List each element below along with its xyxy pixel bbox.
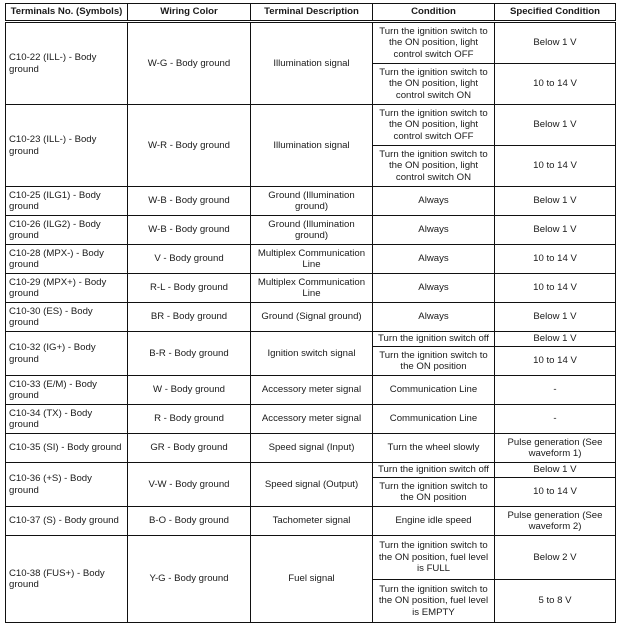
condition-cell: Turn the ignition switch to the ON position, light control switch OFF <box>373 105 495 146</box>
condition-cell: Turn the ignition switch to the ON position, light control switch ON <box>373 146 495 187</box>
wiring-color-cell: W-B - Body ground <box>128 216 251 245</box>
description-cell: Accessory meter signal <box>251 405 373 434</box>
terminal-cell: C10-25 (ILG1) - Body ground <box>6 187 128 216</box>
table-row <box>6 405 616 434</box>
wiring-color-cell: W-R - Body ground <box>128 105 251 187</box>
description-cell: Illumination signal <box>251 105 373 187</box>
condition-cell: Turn the ignition switch to the ON position <box>373 478 495 507</box>
header-row <box>6 4 616 22</box>
specified-condition-cell: Below 1 V <box>495 332 616 347</box>
wiring-color-cell: V - Body ground <box>128 245 251 274</box>
description-cell: Fuel signal <box>251 536 373 623</box>
specified-condition-cell: - <box>495 376 616 405</box>
wiring-color-cell: R-L - Body ground <box>128 274 251 303</box>
header-terminal: Terminals No. (Symbols) <box>6 4 128 22</box>
terminal-cell: C10-33 (E/M) - Body ground <box>6 376 128 405</box>
specified-condition-cell: 10 to 14 V <box>495 245 616 274</box>
description-cell: Ground (Illumination ground) <box>251 187 373 216</box>
specified-condition-cell: 10 to 14 V <box>495 274 616 303</box>
table-row <box>6 303 616 332</box>
wiring-color-cell: GR - Body ground <box>128 434 251 463</box>
terminal-cell: C10-35 (SI) - Body ground <box>6 434 128 463</box>
description-cell: Multiplex Communication Line <box>251 274 373 303</box>
description-cell: Ground (Signal ground) <box>251 303 373 332</box>
terminal-cell: C10-36 (+S) - Body ground <box>6 463 128 507</box>
description-cell: Multiplex Communication Line <box>251 245 373 274</box>
condition-cell: Always <box>373 187 495 216</box>
condition-cell: Turn the ignition switch off <box>373 332 495 347</box>
description-cell: Speed signal (Input) <box>251 434 373 463</box>
specified-condition-cell: Below 1 V <box>495 303 616 332</box>
terminal-cell: C10-38 (FUS+) - Body ground <box>6 536 128 623</box>
wiring-color-cell: BR - Body ground <box>128 303 251 332</box>
condition-cell: Always <box>373 245 495 274</box>
condition-cell: Turn the wheel slowly <box>373 434 495 463</box>
terminal-cell: C10-34 (TX) - Body ground <box>6 405 128 434</box>
condition-cell: Always <box>373 274 495 303</box>
wiring-color-cell: W-G - Body ground <box>128 22 251 105</box>
table-row <box>6 245 616 274</box>
table-row <box>6 22 616 64</box>
condition-cell: Engine idle speed <box>373 507 495 536</box>
table-row <box>6 376 616 405</box>
table-row <box>6 216 616 245</box>
specified-condition-cell: Pulse generation (See waveform 2) <box>495 507 616 536</box>
specified-condition-cell: 5 to 8 V <box>495 580 616 623</box>
condition-cell: Turn the ignition switch to the ON position, fuel level is EMPTY <box>373 580 495 623</box>
condition-cell: Communication Line <box>373 376 495 405</box>
table-row <box>6 274 616 303</box>
table-row <box>6 187 616 216</box>
wiring-color-cell: V-W - Body ground <box>128 463 251 507</box>
condition-cell: Turn the ignition switch to the ON position, fuel level is FULL <box>373 536 495 580</box>
wiring-color-cell: W-B - Body ground <box>128 187 251 216</box>
table-row <box>6 536 616 580</box>
specified-condition-cell: Below 1 V <box>495 105 616 146</box>
terminal-cell: C10-32 (IG+) - Body ground <box>6 332 128 376</box>
description-cell: Ignition switch signal <box>251 332 373 376</box>
table-body <box>6 22 616 623</box>
terminal-cell: C10-23 (ILL-) - Body ground <box>6 105 128 187</box>
wiring-color-cell: B-O - Body ground <box>128 507 251 536</box>
table-row <box>6 463 616 478</box>
wiring-color-cell: R - Body ground <box>128 405 251 434</box>
terminal-cell: C10-28 (MPX-) - Body ground <box>6 245 128 274</box>
specified-condition-cell: Pulse generation (See waveform 1) <box>495 434 616 463</box>
specified-condition-cell: Below 2 V <box>495 536 616 580</box>
condition-cell: Always <box>373 216 495 245</box>
condition-cell: Turn the ignition switch to the ON position, light control switch ON <box>373 64 495 105</box>
wiring-color-cell: W - Body ground <box>128 376 251 405</box>
description-cell: Ground (Illumination ground) <box>251 216 373 245</box>
specified-condition-cell: Below 1 V <box>495 22 616 64</box>
wiring-color-cell: B-R - Body ground <box>128 332 251 376</box>
condition-cell: Turn the ignition switch to the ON position <box>373 347 495 376</box>
header-specified: Specified Condition <box>495 4 616 22</box>
terminal-cell: C10-29 (MPX+) - Body ground <box>6 274 128 303</box>
table-row <box>6 105 616 146</box>
specified-condition-cell: - <box>495 405 616 434</box>
condition-cell: Always <box>373 303 495 332</box>
specified-condition-cell: Below 1 V <box>495 463 616 478</box>
terminal-cell: C10-26 (ILG2) - Body ground <box>6 216 128 245</box>
header-condition: Condition <box>373 4 495 22</box>
terminal-cell: C10-22 (ILL-) - Body ground <box>6 22 128 105</box>
specified-condition-cell: 10 to 14 V <box>495 347 616 376</box>
specified-condition-cell: 10 to 14 V <box>495 146 616 187</box>
description-cell: Accessory meter signal <box>251 376 373 405</box>
specified-condition-cell: 10 to 14 V <box>495 478 616 507</box>
specified-condition-cell: 10 to 14 V <box>495 64 616 105</box>
condition-cell: Communication Line <box>373 405 495 434</box>
header-wiring-color: Wiring Color <box>128 4 251 22</box>
specified-condition-cell: Below 1 V <box>495 216 616 245</box>
wiring-color-cell: Y-G - Body ground <box>128 536 251 623</box>
terminal-cell: C10-30 (ES) - Body ground <box>6 303 128 332</box>
specified-condition-cell: Below 1 V <box>495 187 616 216</box>
table-row <box>6 507 616 536</box>
description-cell: Illumination signal <box>251 22 373 105</box>
description-cell: Tachometer signal <box>251 507 373 536</box>
condition-cell: Turn the ignition switch off <box>373 463 495 478</box>
terminal-cell: C10-37 (S) - Body ground <box>6 507 128 536</box>
table-row <box>6 434 616 463</box>
header-description: Terminal Description <box>251 4 373 22</box>
condition-cell: Turn the ignition switch to the ON position, light control switch OFF <box>373 22 495 64</box>
table-row <box>6 332 616 347</box>
terminal-spec-table <box>5 3 616 623</box>
description-cell: Speed signal (Output) <box>251 463 373 507</box>
